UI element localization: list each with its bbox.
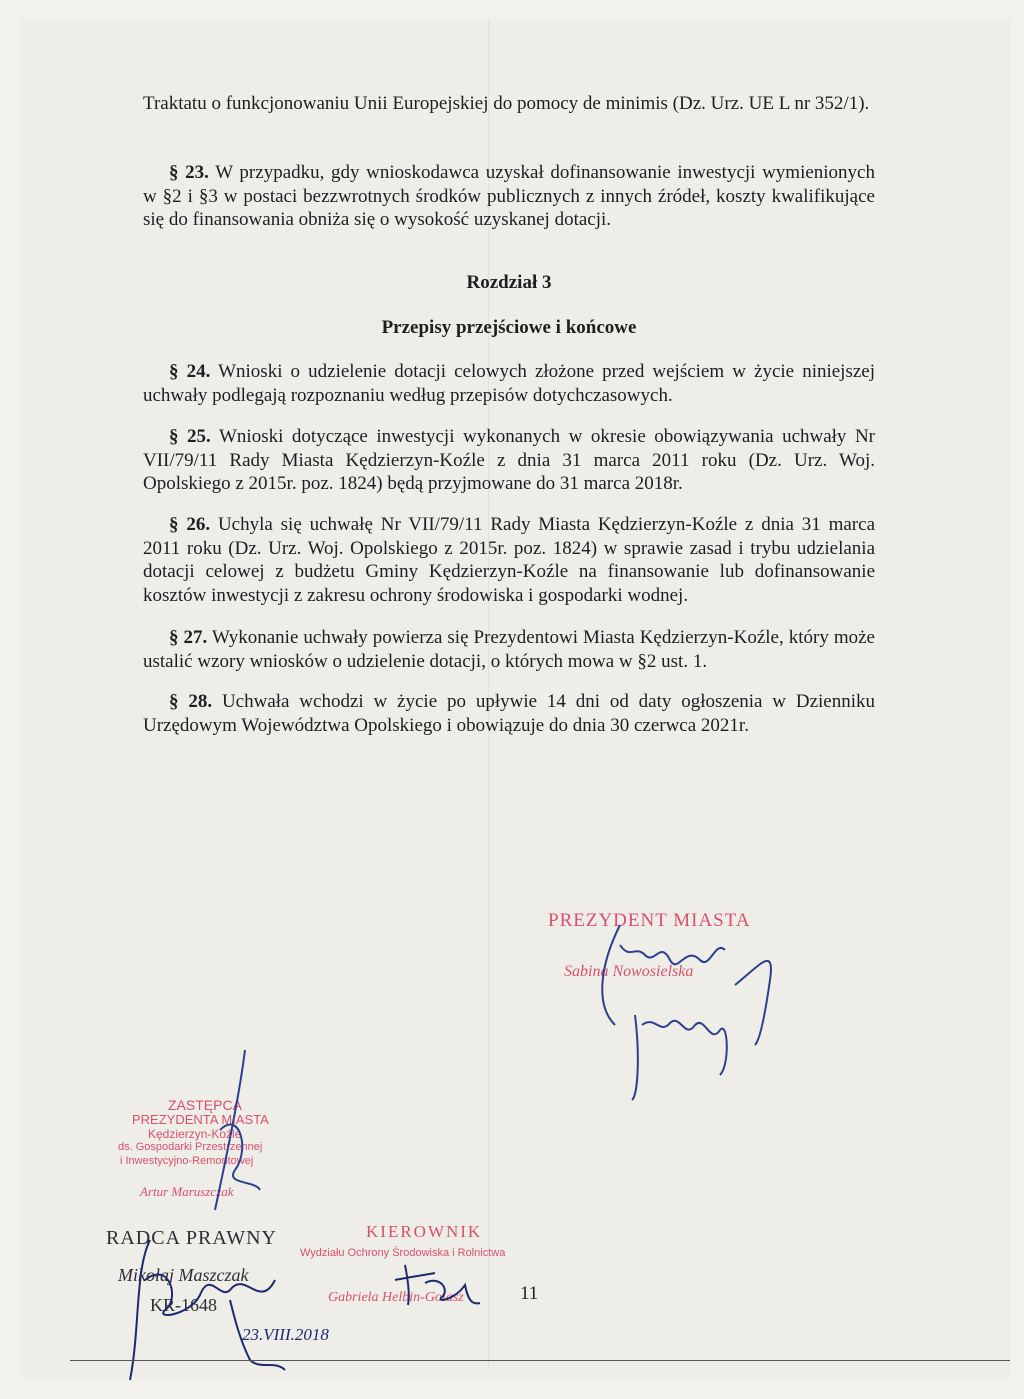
paragraph-text: Uchyla się uchwałę Nr VII/79/11 Rady Miasta Kędzierzyn-Koźle z dnia 31 marca 2011 roku (Dz. Urz. Woj. Opolskiego z 2015r. poz. 1824) w sprawie zasad i trybu udzielania dotacji celowej z budżetu Gminy Kędzierzyn-Koźle na finansowanie lub dofinansowanie kosztów inwestycji z zakresu ochrony środowiska i gospodarki wodnej. [143,514,876,606]
paragraph-text: Wnioski dotyczące inwestycji wykonanych w okresie obowiązywania uchwały Nr VII/79/11 Rady Miasta Kędzierzyn-Koźle z dnia 31 marca 2011 roku (Dz. Urz. Woj. Opolskiego z 2015r. poz. 1824) będą przyjmowane do 31 marca 2018r. [143,426,876,494]
section-number: § 28. [169,691,213,712]
head-stamp-department: Wydziału Ochrony Środowiska i Rolnictwa [300,1247,506,1259]
chapter-title: Rozdział 3 [466,272,552,293]
paragraph-23 [143,161,875,232]
deputy-stamp-line3: Kędzierzyn-Koźle [148,1127,242,1141]
section-number: § 24. [169,361,211,382]
section-number: § 26. [169,514,211,535]
deputy-stamp-line1: ZASTĘPCA [168,1097,242,1113]
section-number: § 25. [169,426,211,447]
paragraph-24 [143,360,875,407]
section-number: § 23. [169,162,209,183]
legal-signature [110,1210,310,1390]
legal-stamp-name: Mikołaj Maszczak [118,1265,249,1285]
handwritten-date: 23.VIII.2018 [242,1325,329,1344]
legal-stamp-title: RADCA PRAWNY [106,1227,277,1249]
president-stamp-name: Sabina Nowosielska [564,963,694,980]
head-stamp-name: Gabriela Helbin-Golasz [328,1290,464,1305]
paragraph-26 [143,513,875,607]
paragraph-continuation [143,92,875,116]
deputy-stamp-name: Artur Maruszczak [140,1184,234,1199]
section-number: § 27. [169,627,208,648]
paragraph-text: Wykonanie uchwały powierza się Prezydentowi Miasta Kędzierzyn-Koźle, który może ustalić wzory wniosków o udzielenie dotacji, o których mowa w §2 ust. 1. [143,627,875,672]
paragraph-text: Uchwała wchodzi w życie po upływie 14 dni od daty ogłoszenia w Dzienniku Urzędowym Województwa Opolskiego i obowiązuje do dnia 30 czerwca 2021r. [143,691,876,736]
deputy-stamp-line2: PREZYDENTA MIASTA [132,1112,269,1127]
page-number: 11 [520,1283,539,1304]
head-stamp-title: KIEROWNIK [366,1222,483,1241]
paragraph-text: Traktatu o funkcjonowaniu Unii Europejskiej do pomocy de minimis (Dz. Urz. UE L nr 352/1). [143,93,870,114]
deputy-stamp-line4: ds. Gospodarki Przestrzennej [118,1141,263,1153]
paragraph-28 [143,690,875,737]
deputy-signature [160,1040,280,1220]
chapter-subtitle: Przepisy przejściowe i końcowe [381,317,637,338]
paragraph-27 [143,626,875,673]
paragraph-25 [143,425,875,496]
paragraph-text: W przypadku, gdy wnioskodawca uzyskał dofinansowanie inwestycji wymienionych w §2 i §3 w postaci bezzwrotnych środków publicznych z innych źródeł, koszty kwalifikujące się do finansowania obniża się o wysokość uzyskanej dotacji. [143,162,875,230]
president-signature [560,905,800,1105]
head-signature [380,1255,500,1315]
paragraph-text: Wnioski o udzielenie dotacji celowych złożone przed wejściem w życie niniejszej uchwały podlegają rozpoznaniu według przepisów dotychczasowych. [143,361,875,406]
legal-stamp-number: KR-1648 [150,1295,217,1315]
president-stamp-title: PREZYDENT MIASTA [548,910,751,931]
deputy-stamp-line5: i Inwestycyjno-Remontowej [120,1155,254,1167]
bottom-edge-line [70,1360,1010,1361]
